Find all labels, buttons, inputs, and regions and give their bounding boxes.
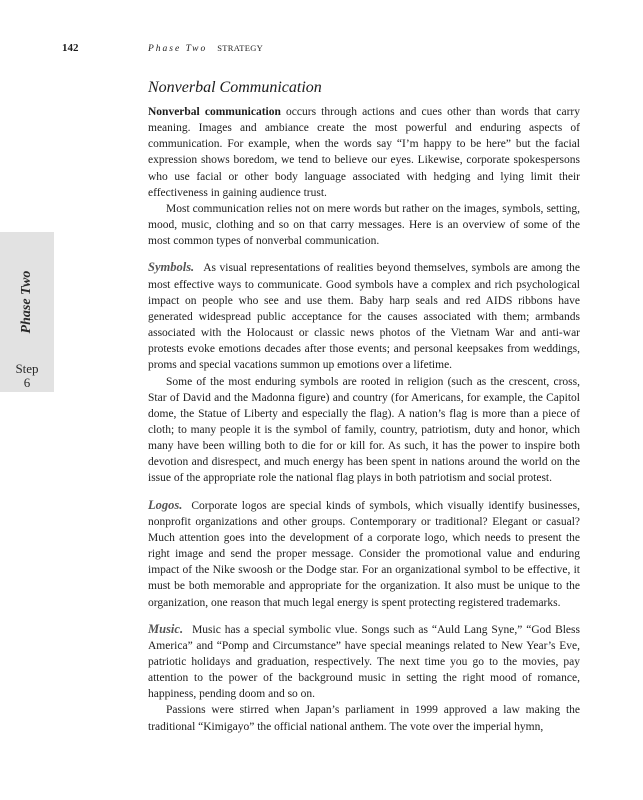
logos-text: Corporate logos are special kinds of symbols, which visually identify businesses, nonprofit organizations and other groups. Contemporary or traditional? Elegant or casual? Much attention goes into the development of a corporate logo, which needs to present the right image and send the proper message. Consider the promotional value and enduring impact of the Nike swoosh or the Dodge star. For an organizational symbol to be effective, it must be both memorable and appropriate for the organization. It also must be unique to the organization, one reason that much legal energy is spent protecting registered trademarks. [148,499,580,609]
music-paragraph-2: Passions were stirred when Japan’s parliament in 1999 approved a law making the traditional “Kimigayo” the official national anthem. The vote over the imperial hymn, [148,704,580,733]
step-word: Step [15,361,39,376]
running-head-part: STRATEGY [217,43,264,53]
symbols-text: As visual representations of realities beyond themselves, symbols are among the most effective ways to communicate. Good symbols have a complex and rich psychological impact on people who see and use them. Baby harp seals and red AIDS ribbons have generated widespread public acceptance for the causes associated with them; armbands associated with the Holocaust or classic news photos of the Vietnam War and anti-war protests evoke emotions decades after those events; and personal keepsakes from weddings, proms and special vacations summon up emotions over a lifetime. [148,262,580,372]
main-content [148,78,580,735]
page-number: 142 [62,42,79,54]
step-label [0,362,54,390]
music-text: Music has a special symbolic vlue. Songs such as “Auld Lang Syne,” “God Bless America” and “Pomp and Circumstance” have special meanings related to New Year’s Eve, patriotic holidays and graduation, respectively. The next time you go to the movies, pay attention to the power of the background music in setting the right mood of romance, happiness, pending doom and so on. [148,623,580,701]
music-heading: Music. [148,621,184,636]
running-head [148,43,263,54]
intro-lead-term: Nonverbal communication [148,106,281,118]
intro-paragraph [148,104,580,201]
symbols-heading: Symbols. [148,260,195,275]
intro-paragraph-2: Most communication relies not on mere words but rather on the images, symbols, setting, mood, music, clothing and so on that carry messages. Here is an overview of some of the most common types of nonverbal communication. [148,202,580,248]
side-tab-label: Phase Two [19,270,34,334]
music-paragraph [148,621,580,703]
logos-heading: Logos. [148,497,183,512]
section-title: Nonverbal Communication [148,79,322,96]
intro-text: occurs through actions and cues other than words that carry meaning. Images and ambiance create the most powerful and enduring aspects of communication. For example, when the words say “I’m happy to be here” but the facial expression shows boredom, we tend to believe our eyes. Likewise, corporate spokespersons who use facial or other body language associated with hedging and lying limit their effectiveness in gaining audience trust. [148,106,580,199]
logos-paragraph [148,497,580,611]
page-header [62,42,602,58]
step-number: 6 [23,375,31,390]
symbols-paragraph [148,259,580,373]
symbols-paragraph-2: Some of the most enduring symbols are rooted in religion (such as the crescent, cross, Star of David and the Madonna figure) and country (for Americans, for example, the Capitol dome, the Statue of Liberty and especially the flag). A nation’s flag is more than a piece of cloth; to many people it is the symbol of family, country, patriotism, duty and honor, which many have been willing both to die for or kill for. As such, it has the power to inspire both devotion and disrespect, and much energy has been spent in nations around the world on the issue of the appropriate role the national flag plays in both patriotism and social protest. [148,375,580,485]
running-head-phase: Phase Two [148,44,208,54]
